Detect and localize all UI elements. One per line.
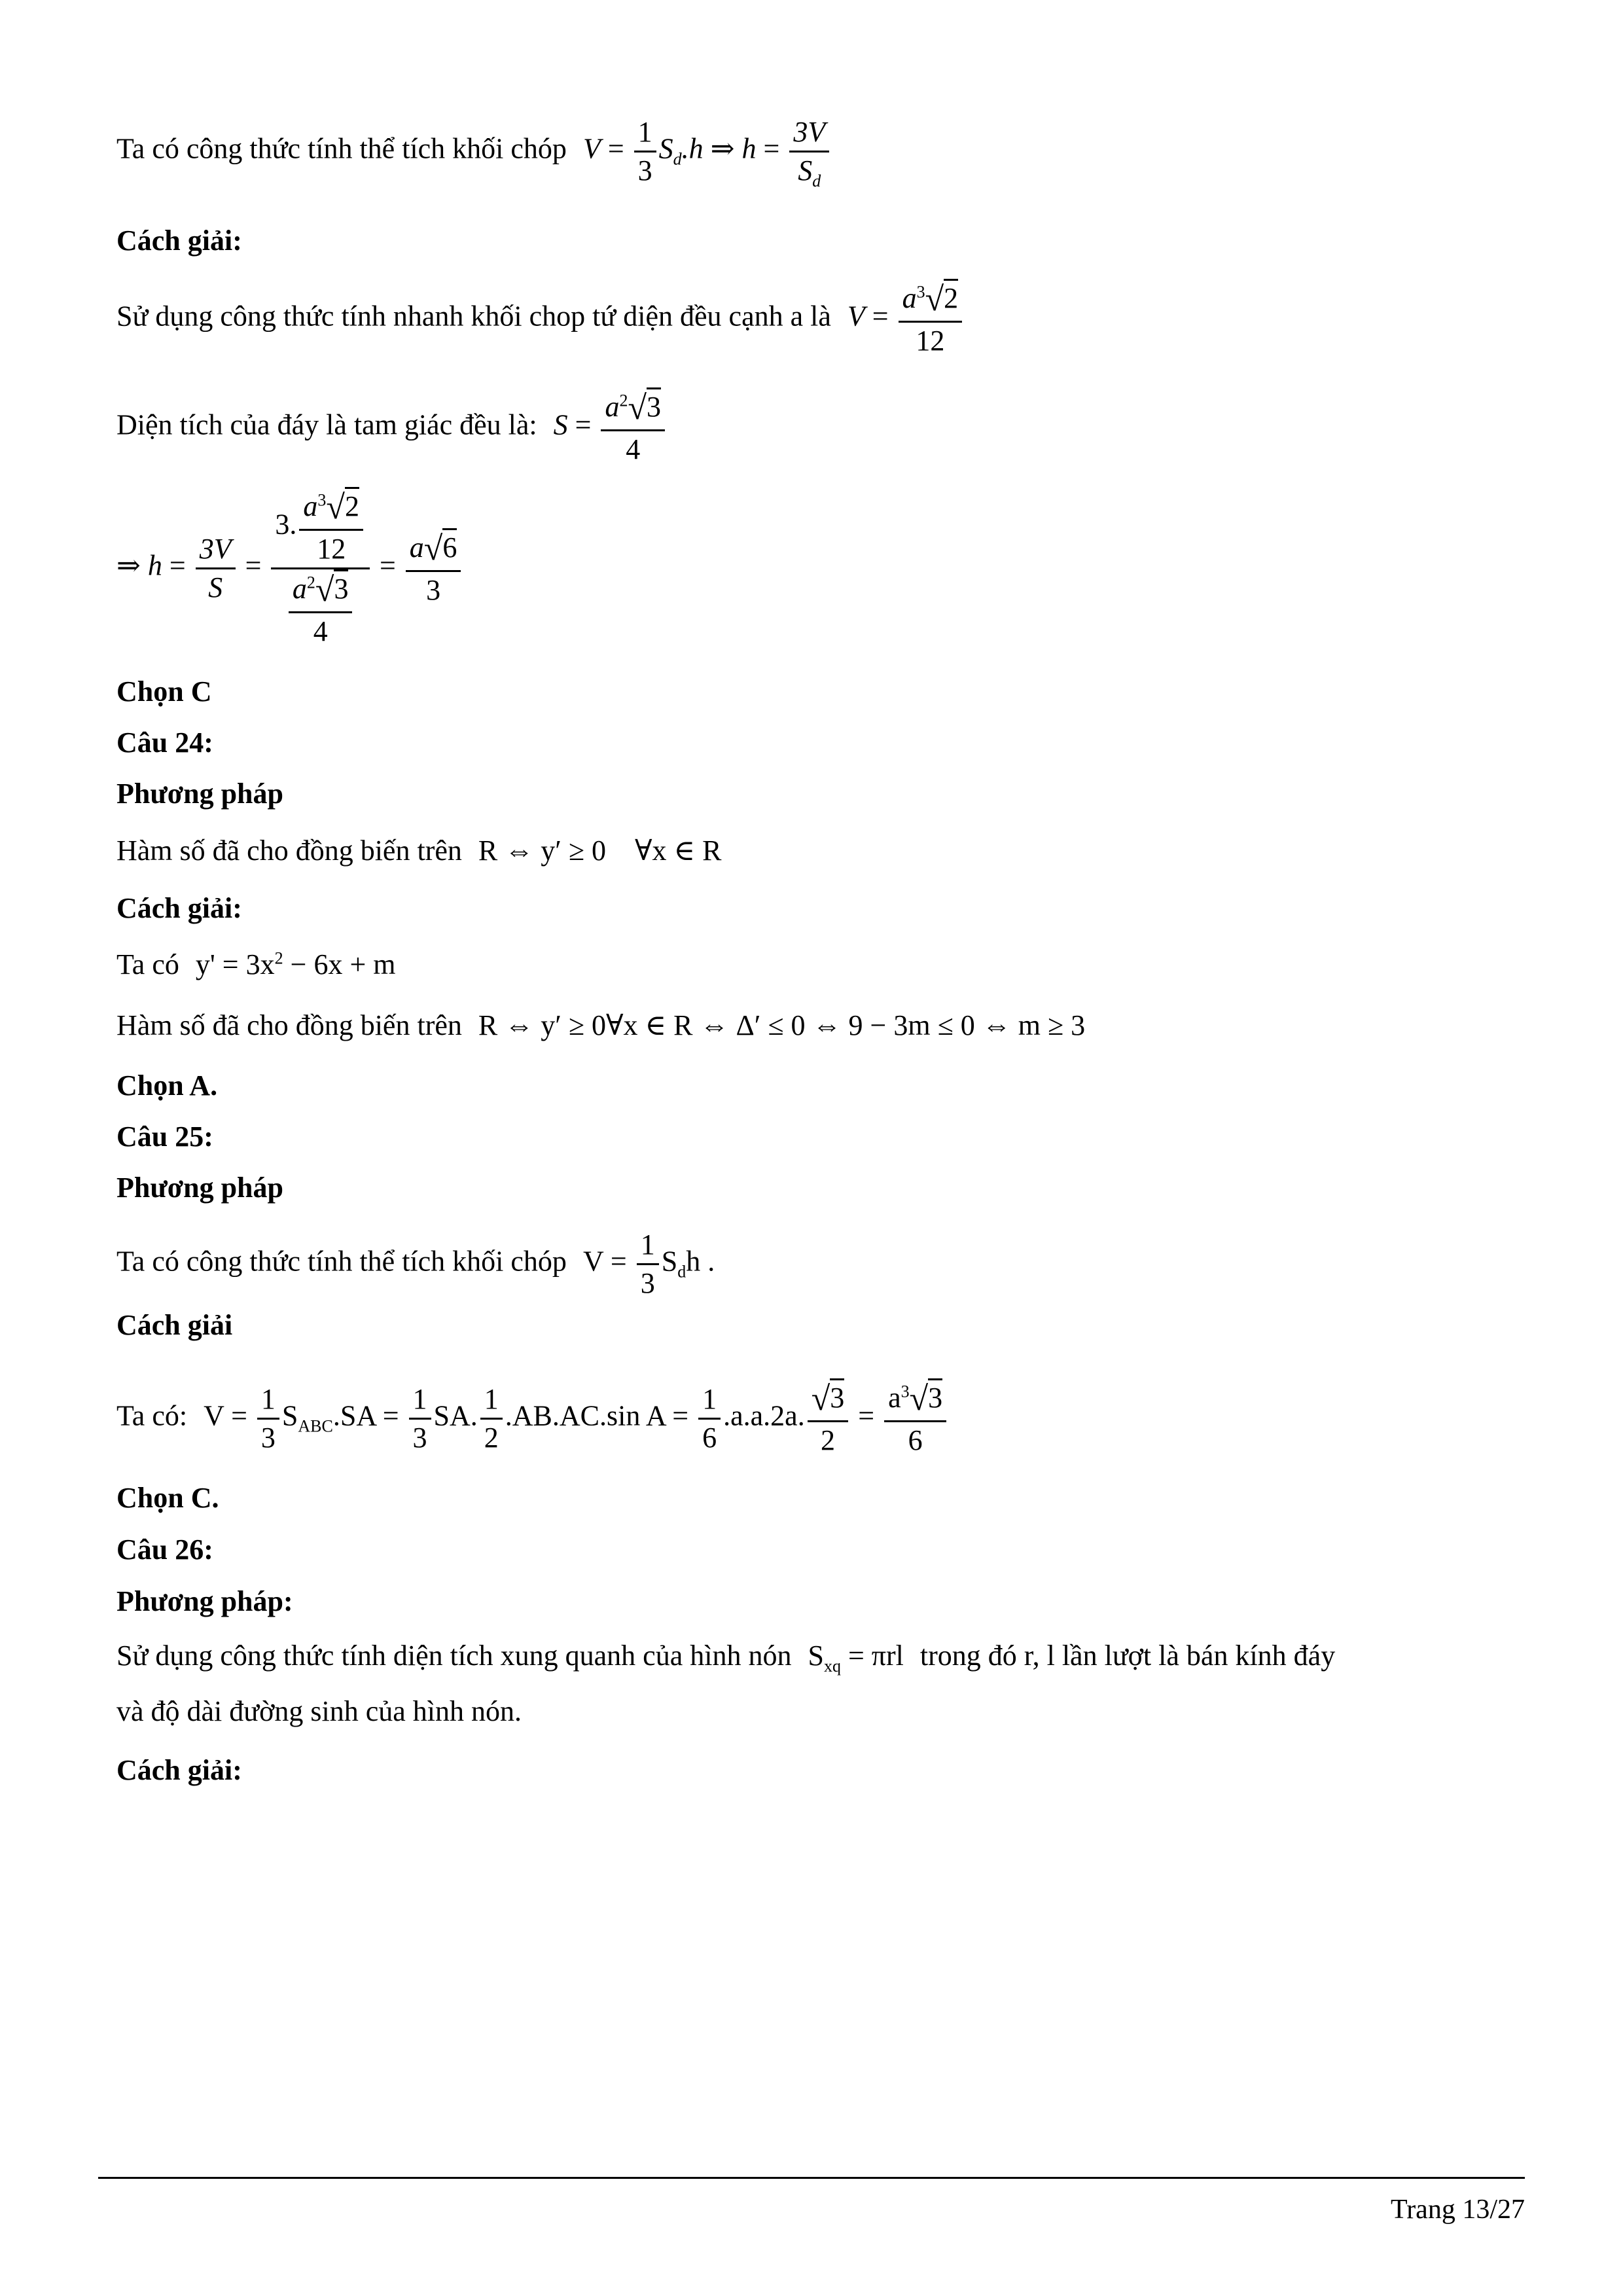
q24-solution-heading: Cách giải: xyxy=(116,892,242,924)
q24-derivative-formula: $y' = 3x^2 - 6x + m$ xyxy=(195,948,396,980)
q24-solution-line: Hàm số đã cho đồng biến trên R ⇔ y′ ≥ 0∀x ∈ R ⇔ Δ′ ≤ 0 ⇔ 9 − 3m ≤ 0 ⇔ m ≥ 3 xyxy=(116,1009,1086,1041)
q23-method-text: Ta có công thức tính thể tích khối chóp xyxy=(116,132,567,165)
q25-choice: Chọn C. xyxy=(116,1482,219,1514)
q24-condition-formula: R ⇔ y′ ≥ 0∀x ∈ R ⇔ Δ′ ≤ 0 ⇔ 9 − 3m ≤ 0 ⇔ m ≥ 3 xyxy=(478,1009,1086,1041)
q23-tetra-volume-formula: V = $\frac{a^3√2}{12}$ xyxy=(847,283,965,355)
q24-title: Câu 24: xyxy=(116,726,213,759)
q25-method-heading: Phương pháp xyxy=(116,1172,283,1204)
q25-solution-line: Ta có: V = $\frac{1}{3}$ $S_{ABC}.SA$ = $\frac{1}{3}$ SA. $\frac{1}{2}$ .AB.AC.sin A = $\frac{1}{6}$ .a.a.2a. $\frac{√3}{2}$ = $\frac{a^3√3}{6}$ xyxy=(116,1382,949,1455)
footer-rule xyxy=(98,2177,1525,2179)
q25-title: Câu 25: xyxy=(116,1121,213,1153)
q26-solution-heading: Cách giải: xyxy=(116,1754,242,1786)
q24-method-heading: Phương pháp xyxy=(116,778,283,810)
q24-choice: Chọn A. xyxy=(116,1069,218,1102)
q24-method-formula: R ⇔ y′ ≥ 0 ∀x ∈ R xyxy=(478,834,722,867)
q23-height-derivation: ⇒ h = $\frac{3V}{S}$ = 3. $\frac{a^3√2}{12}$ $\frac{a^2√3}{4}$ = $\frac{a√6}{3}$ xyxy=(116,491,463,646)
q25-solution-heading: Cách giải xyxy=(116,1309,233,1341)
q25-method-formula: V = $\frac{1}{3}$ $S_dh$ . xyxy=(582,1229,715,1299)
q23-method-formula: V = $\frac{1}{3}$ $S_d.h$ ⇒ h = $\frac{3V}{S_d}$ xyxy=(583,118,832,185)
q24-derivative-line: Ta có $y' = 3x^2 - 6x + m$ xyxy=(116,948,396,980)
q26-lateral-area-formula: $S_{xq} = \pi rl$ xyxy=(808,1640,904,1676)
q25-method-line: Ta có công thức tính thể tích khối chóp V = $\frac{1}{3}$ $S_dh$ . xyxy=(116,1229,715,1299)
q23-solution-heading: Cách giải: xyxy=(116,224,242,257)
q23-method-line xyxy=(116,116,832,190)
q23-base-area-formula: S = $\frac{a^2√3}{4}$ xyxy=(554,391,668,464)
page-number: Trang 13/27 xyxy=(1391,2195,1525,2225)
q26-method-line-2: và độ dài đường sinh của hình nón. xyxy=(116,1695,522,1727)
q26-method-line-1: Sử dụng công thức tính diện tích xung quanh của hình nón $S_{xq} = \pi rl$ trong đó r, l lần lượt là bán kính đáy xyxy=(116,1640,1336,1676)
q25-volume-computation: V = $\frac{1}{3}$ $S_{ABC}.SA$ = $\frac{1}{3}$ SA. $\frac{1}{2}$ .AB.AC.sin A = $\frac{1}{6}$ .a.a.2a. $\frac{√3}{2}$ = $\frac{a^3√3}{6}$ xyxy=(204,1382,949,1455)
q26-method-heading: Phương pháp: xyxy=(116,1585,293,1617)
q26-title: Câu 26: xyxy=(116,1534,213,1566)
q23-solution-line-2: Diện tích của đáy là tam giác đều là: S = $\frac{a^2√3}{4}$ xyxy=(116,391,668,464)
q24-method-line: Hàm số đã cho đồng biến trên R ⇔ y′ ≥ 0 ∀x ∈ R xyxy=(116,834,722,867)
q23-choice: Chọn C xyxy=(116,675,212,708)
q23-solution-line-1: Sử dụng công thức tính nhanh khối chop tứ diện đều cạnh a là V = $\frac{a^3√2}{12}$ xyxy=(116,283,965,355)
